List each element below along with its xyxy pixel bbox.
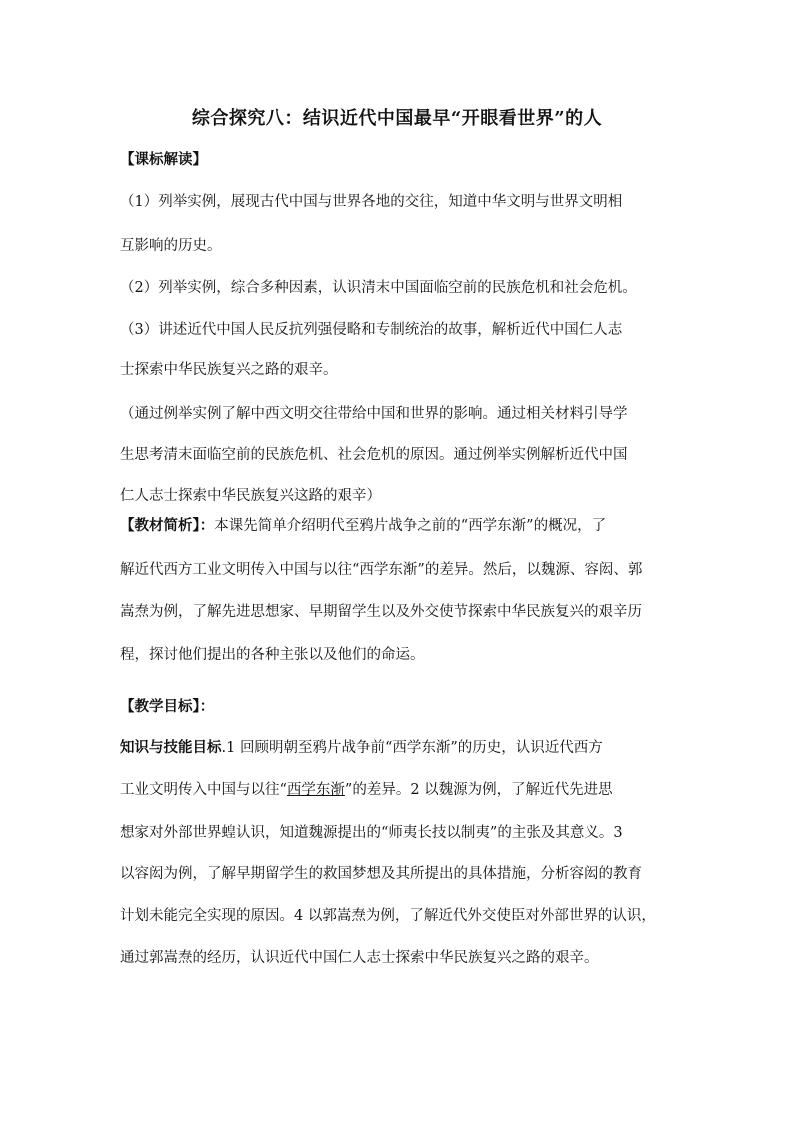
textbook-analysis-heading: 【教材简析】：: [120, 517, 215, 534]
textbook-analysis-line-4: 程，探讨他们提出的各种主张以及他们的命运。: [120, 647, 425, 663]
curriculum-heading: 【课标解读】: [120, 151, 207, 168]
page-title: 综合探究八：结识近代中国最早“开眼看世界”的人: [191, 108, 603, 129]
curriculum-line-4: （3）讲述近代中国人民反抗列强侵略和专制统治的故事，解析近代中国仁人志: [120, 322, 623, 338]
curriculum-line-8: 仁人志士探索中华民族复兴这路的艰辛）: [120, 488, 381, 504]
goals-line-1: [120, 736, 690, 757]
curriculum-line-5: 士探索中华民族复兴之路的艰辛。: [120, 362, 338, 378]
goals-line-3: 想家对外部世界蝗认识，知道魏源提出的“师夷长技以制夷”的主张及其意义。3: [120, 825, 623, 841]
curriculum-line-6: （通过例举实例了解中西文明交往带给中国和世界的影响。通过相关材料引导学: [120, 406, 628, 422]
goals-text-2b: ”的差异。2 以魏源为例，了解近代先进思: [344, 782, 613, 798]
textbook-analysis-text: 本课先简单介绍明代至鸦片战争之前的“西学东渐”的概况，了: [214, 518, 607, 534]
goals-text-1: .1 回顾明朝至鸦片战争前“西学东渐”的历史，认识近代西方: [221, 740, 603, 756]
textbook-analysis-line-2: 解近代西方工业文明传入中国与以往“西学东渐”的差异。然后，以魏源、容闳、郭: [120, 562, 643, 578]
teaching-goals-heading: 【教学目标】：: [120, 698, 215, 715]
goals-underlined-term: 西学东渐: [286, 782, 345, 798]
goals-line-2: [120, 778, 690, 799]
curriculum-line-3: （2）列举实例，综合多种因素，认识清末中国面临空前的民族危机和社会危机。: [120, 280, 637, 296]
goals-line-4: 以容闳为例，了解早期留学生的救国梦想及其所提出的具体措施，分析容闳的教育: [120, 866, 642, 882]
goals-line-5: 计划未能完全实现的原因。4 以郭嵩焘为例，了解近代外交使臣对外部世界的认识，: [120, 908, 656, 924]
curriculum-line-7: 生思考清末面临空前的民族危机、社会危机的原因。通过例举实例解析近代中国: [120, 447, 628, 463]
curriculum-line-1: （1）列举实例，展现古代中国与世界各地的交往，知道中华文明与世界文明相: [120, 194, 623, 210]
goals-text-2a: 工业文明传入中国与以往“: [120, 782, 287, 798]
textbook-analysis-line-1: [120, 514, 690, 535]
goals-label: 知识与技能目标: [120, 739, 222, 756]
goals-line-6: 通过郭嵩焘的经历，认识近代中国仁人志士探索中华民族复兴之路的艰辛。: [120, 950, 599, 966]
curriculum-line-2: 互影响的历史。: [120, 238, 222, 254]
textbook-analysis-line-3: 嵩焘为例，了解先进思想家、早期留学生以及外交使节探索中华民族复兴的艰辛历: [120, 604, 642, 620]
